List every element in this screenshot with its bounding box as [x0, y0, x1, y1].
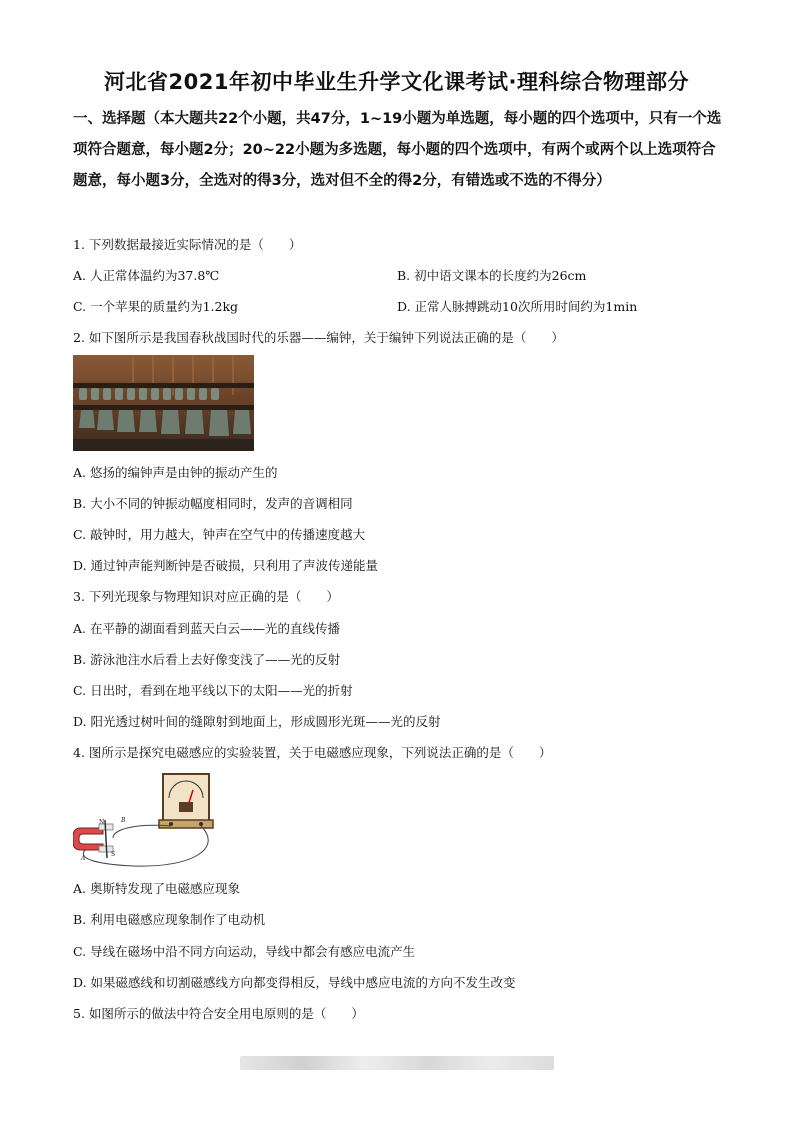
question-3-option-c: C. 日出时，看到在地平线以下的太阳——光的折射 — [73, 683, 353, 698]
question-4-stem: 4. 图所示是探究电磁感应的实验装置，关于电磁感应现象，下列说法正确的是（ ） — [73, 745, 552, 760]
page-title: 河北省2021年初中毕业生升学文化课考试·理科综合物理部分 — [104, 70, 689, 94]
electromagnetic-induction-diagram — [73, 768, 223, 873]
question-3-stem: 3. 下列光现象与物理知识对应正确的是（ ） — [73, 589, 339, 604]
question-5-stem: 5. 如图所示的做法中符合安全用电原则的是（ ） — [73, 1006, 364, 1021]
wire-label-b: B — [121, 817, 126, 824]
question-3-option-d: D. 阳光透过树叶间的缝隙射到地面上，形成圆形光斑——光的反射 — [73, 714, 441, 729]
question-4-option-a: A. 奥斯特发现了电磁感应现象 — [73, 881, 240, 896]
question-2-option-a: A. 悠扬的编钟声是由钟的振动产生的 — [73, 465, 278, 480]
question-1-option-c: C. 一个苹果的质量约为1.2kg — [73, 299, 239, 314]
question-2-option-b: B. 大小不同的钟振动幅度相同时，发声的音调相同 — [73, 496, 353, 511]
question-4-option-c: C. 导线在磁场中沿不同方向运动，导线中都会有感应电流产生 — [73, 944, 416, 959]
question-1-option-d: D. 正常人脉搏跳动10次所用时间约为1min — [397, 299, 638, 314]
question-1-option-a: A. 人正常体温约为37.8℃ — [73, 268, 220, 283]
magnet-label-n: N — [99, 819, 105, 826]
question-2-stem: 2. 如下图所示是我国春秋战国时代的乐器——编钟，关于编钟下列说法正确的是（ ） — [73, 330, 564, 345]
section-header: 一、选择题（本大题共22个小题，共47分，1~19小题为单选题，每小题的四个选项中，只有一个选项符合题意，每小题2分；20~22小题为多选题，每小题的四个选项中，有两个或两个以上选项符合题意，每小题3分，全选对的得3分，选对但不全的得2分，有错选或不选的不得分） — [73, 111, 722, 189]
question-1-option-b: B. 初中语文课本的长度约为26cm — [397, 268, 587, 283]
question-4-option-b: B. 利用电磁感应现象制作了电动机 — [73, 912, 266, 927]
question-1-stem: 1. 下列数据最接近实际情况的是（ ） — [73, 237, 302, 252]
question-2-option-d: D. 通过钟声能判断钟是否破损，只利用了声波传递能量 — [73, 558, 379, 573]
bianzhong-bells-photo — [73, 355, 254, 451]
magnet-label-s: S — [111, 851, 116, 858]
blurred-footer — [240, 1056, 554, 1070]
wire-label-a: A — [81, 855, 86, 862]
question-3-option-b: B. 游泳池注水后看上去好像变浅了——光的反射 — [73, 652, 341, 667]
question-3-option-a: A. 在平静的湖面看到蓝天白云——光的直线传播 — [73, 621, 340, 636]
question-2-option-c: C. 敲钟时，用力越大，钟声在空气中的传播速度越大 — [73, 527, 366, 542]
question-4-option-d: D. 如果磁感线和切割磁感线方向都变得相反，导线中感应电流的方向不发生改变 — [73, 975, 516, 990]
